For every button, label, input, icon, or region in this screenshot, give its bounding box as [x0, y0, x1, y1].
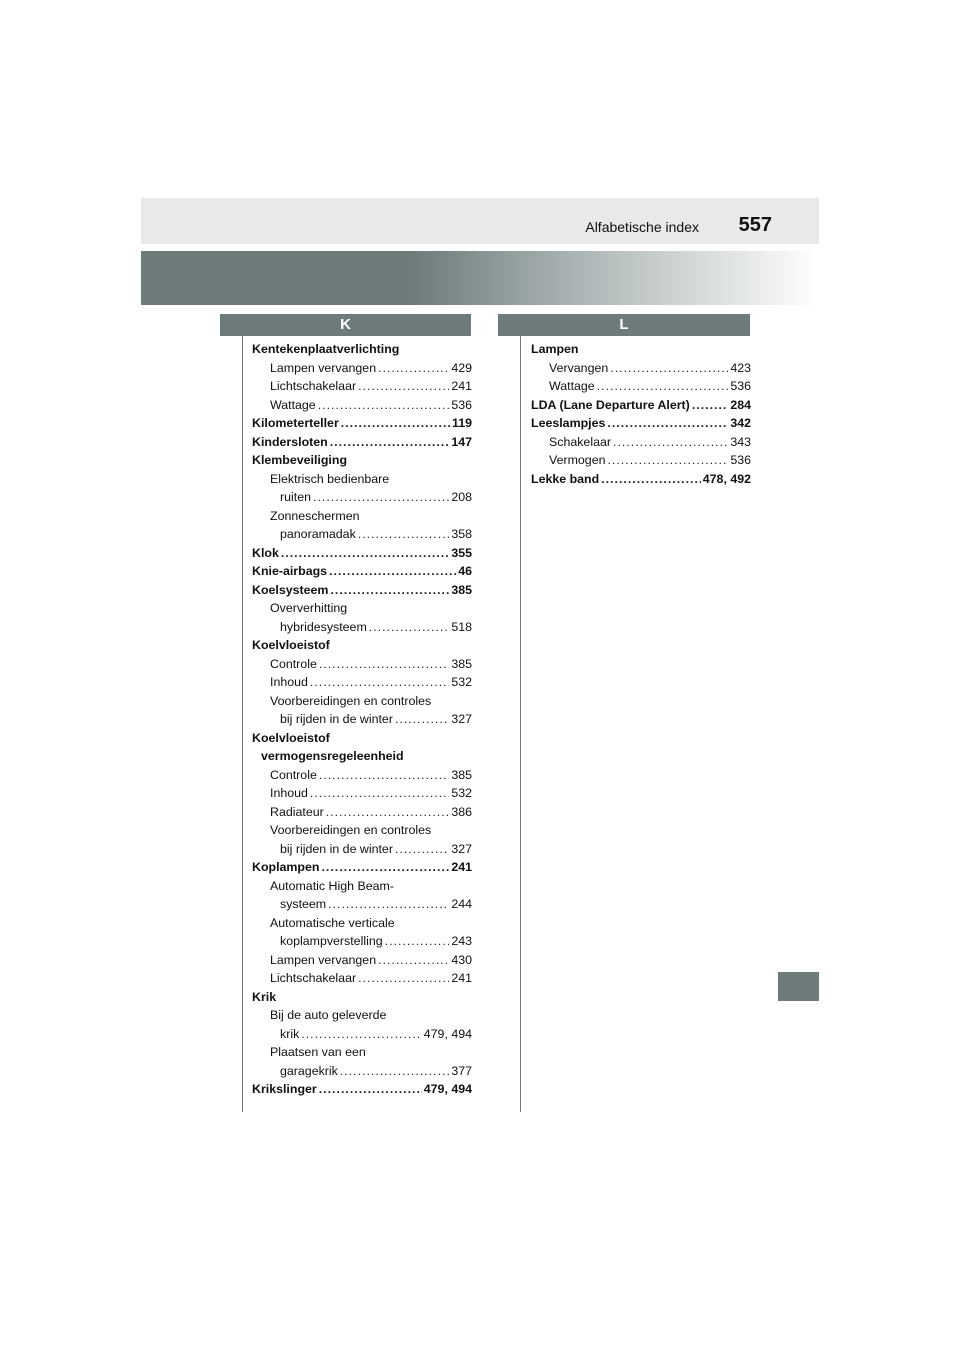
index-term: Knie-airbags — [252, 564, 328, 578]
page-reference: 342 — [730, 416, 751, 430]
column-rule-k — [242, 336, 243, 1112]
index-entry — [252, 470, 472, 489]
header-title: Alfabetische index — [585, 219, 699, 235]
index-term: koplampverstelling — [280, 934, 383, 948]
page-reference: 478, 492 — [702, 471, 751, 486]
index-term: Automatische verticale — [270, 915, 395, 930]
dot-leader — [319, 766, 449, 785]
index-term: Klok — [252, 545, 279, 560]
page-reference: 327 — [451, 712, 472, 726]
index-term: Automatic High Beam- — [270, 878, 394, 893]
page-reference: 385 — [451, 582, 472, 597]
index-term: Lampen — [531, 342, 579, 356]
page-reference: 147 — [451, 434, 472, 449]
index-entry — [252, 932, 472, 951]
index-entry — [252, 451, 472, 470]
index-entry — [252, 340, 472, 359]
dot-leader — [607, 451, 728, 470]
dot-leader — [395, 710, 449, 729]
index-term: Controle — [270, 656, 317, 671]
index-entry — [252, 803, 472, 822]
dot-leader — [597, 377, 729, 396]
index-term: Vervangen — [549, 360, 609, 375]
dot-leader — [601, 470, 701, 489]
index-term: bij rijden in de winter — [280, 841, 393, 856]
page-reference: 536 — [730, 379, 751, 393]
dot-leader — [329, 562, 456, 581]
index-term: Kindersloten — [252, 434, 328, 449]
index-term: vermogensregeleenheid — [261, 749, 404, 763]
page-reference: 343 — [730, 434, 751, 449]
page-reference: 119 — [452, 416, 472, 430]
dot-leader — [301, 1025, 421, 1044]
index-column-l — [531, 340, 751, 488]
index-entry — [252, 636, 472, 655]
page-reference: 532 — [451, 786, 472, 800]
index-entry — [252, 729, 472, 748]
header-gradient-band — [141, 251, 819, 305]
index-term: Klembeveiliging — [252, 453, 348, 467]
index-entry — [252, 377, 472, 396]
index-term: ruiten — [280, 490, 311, 504]
index-entry — [252, 766, 472, 785]
dot-leader — [607, 414, 728, 433]
index-entry — [252, 840, 472, 859]
dot-leader — [610, 359, 728, 378]
index-entry — [252, 951, 472, 970]
index-term: Inhoud — [270, 786, 308, 800]
dot-leader — [385, 932, 450, 951]
dot-leader — [613, 433, 728, 452]
page-reference: 518 — [451, 619, 472, 634]
index-entry — [252, 414, 472, 433]
dot-leader — [341, 414, 450, 433]
index-entry — [252, 673, 472, 692]
index-entry — [531, 414, 751, 433]
page-reference: 385 — [451, 767, 472, 782]
index-term: Koelvloeistof — [252, 730, 330, 745]
index-term: Plaatsen van een — [270, 1045, 366, 1059]
index-term: krik — [280, 1026, 300, 1041]
dot-leader — [326, 803, 450, 822]
index-term: Koplampen — [252, 860, 320, 874]
page-reference: 243 — [451, 934, 472, 948]
page-reference: 536 — [451, 397, 472, 412]
page-number: 557 — [738, 214, 772, 236]
dot-leader — [378, 359, 449, 378]
index-term: Voorbereidingen en controles — [270, 823, 432, 837]
dot-leader — [358, 969, 449, 988]
section-tab-marker — [778, 972, 819, 1001]
page-reference: 386 — [451, 804, 472, 819]
index-term: Bij de auto geleverde — [270, 1008, 387, 1022]
index-entry — [252, 1043, 472, 1062]
page-reference: 423 — [730, 360, 751, 375]
index-term: Lichtschakelaar — [270, 379, 357, 393]
index-entry — [252, 710, 472, 729]
index-entry — [252, 692, 472, 711]
index-term: Koelsysteem — [252, 582, 329, 597]
index-entry — [252, 359, 472, 378]
index-term: Lampen vervangen — [270, 952, 377, 967]
page-reference: 532 — [451, 675, 472, 689]
index-term: Voorbereidingen en controles — [270, 693, 432, 708]
page-reference: 355 — [451, 545, 472, 560]
index-entry — [252, 599, 472, 618]
index-entry — [252, 655, 472, 674]
index-entry — [252, 747, 472, 766]
dot-leader — [330, 433, 450, 452]
index-term: Kilometerteller — [252, 416, 339, 430]
index-term: Lekke band — [531, 471, 600, 486]
index-term: Schakelaar — [549, 434, 611, 449]
index-entry — [531, 396, 751, 415]
index-entry — [252, 969, 472, 988]
index-entry — [252, 1006, 472, 1025]
dot-leader — [318, 396, 450, 415]
page-reference: 430 — [451, 952, 472, 967]
page-header — [141, 198, 819, 244]
dot-leader — [692, 396, 729, 415]
index-term: Leeslampjes — [531, 416, 606, 430]
index-entry — [252, 396, 472, 415]
column-rule-l — [520, 336, 521, 1112]
index-entry — [252, 1062, 472, 1081]
dot-leader — [358, 377, 449, 396]
page-reference: 46 — [458, 564, 472, 578]
dot-leader — [378, 951, 449, 970]
letter-heading-l: L — [498, 314, 750, 336]
index-entry — [531, 433, 751, 452]
index-term: Wattage — [549, 379, 595, 393]
index-entry — [531, 470, 751, 489]
index-term: Vermogen — [549, 453, 606, 467]
dot-leader — [369, 618, 450, 637]
page-reference: 241 — [451, 971, 472, 985]
dot-leader — [340, 1062, 449, 1081]
index-term: Lichtschakelaar — [270, 971, 357, 985]
index-entry — [252, 525, 472, 544]
page-reference: 327 — [451, 841, 472, 856]
index-column-k — [252, 340, 472, 1099]
index-term: bij rijden in de winter — [280, 712, 393, 726]
dot-leader — [330, 581, 449, 600]
page-reference: 429 — [451, 360, 472, 375]
page-reference: 479, 494 — [423, 1026, 472, 1041]
dot-leader — [395, 840, 449, 859]
index-term: Oververhitting — [270, 601, 348, 615]
index-term: systeem — [280, 897, 327, 911]
index-term: hybridesysteem — [280, 619, 367, 634]
dot-leader — [328, 895, 449, 914]
index-entry — [531, 359, 751, 378]
page-reference: 479, 494 — [423, 1082, 472, 1096]
page-reference: 358 — [451, 527, 472, 541]
index-entry — [252, 858, 472, 877]
index-term: Controle — [270, 767, 317, 782]
dot-leader — [319, 1080, 422, 1099]
index-entry — [252, 895, 472, 914]
index-entry — [252, 821, 472, 840]
page-reference: 208 — [451, 490, 472, 504]
dot-leader — [281, 544, 449, 563]
dot-leader — [358, 525, 450, 544]
index-term: Zonneschermen — [270, 508, 360, 523]
index-entry — [252, 1025, 472, 1044]
index-entry — [531, 451, 751, 470]
index-entry — [252, 433, 472, 452]
index-entry — [252, 914, 472, 933]
dot-leader — [310, 784, 449, 803]
index-entry — [252, 507, 472, 526]
index-entry — [252, 544, 472, 563]
index-entry — [252, 784, 472, 803]
index-entry — [531, 377, 751, 396]
index-term: Radiateur — [270, 804, 324, 819]
index-entry — [252, 877, 472, 896]
index-entry — [252, 581, 472, 600]
page-reference: 241 — [451, 379, 472, 393]
letter-heading-k: K — [220, 314, 471, 336]
dot-leader — [319, 655, 449, 674]
page-reference: 385 — [451, 656, 472, 671]
page-reference: 377 — [451, 1063, 472, 1078]
index-term: Koelvloeistof — [252, 638, 330, 652]
index-term: Krikslinger — [252, 1082, 317, 1096]
index-term: Krik — [252, 989, 277, 1004]
index-term: Inhoud — [270, 675, 308, 689]
index-term: Lampen vervangen — [270, 360, 377, 375]
dot-leader — [313, 488, 449, 507]
page-reference: 241 — [451, 860, 472, 874]
index-term: panoramadak — [280, 527, 356, 541]
index-term: Elektrisch bedienbare — [270, 471, 390, 486]
page-reference: 536 — [730, 453, 751, 467]
index-entry — [252, 1080, 472, 1099]
dot-leader — [310, 673, 449, 692]
index-term: garagekrik — [280, 1063, 338, 1078]
index-term: LDA (Lane Departure Alert) — [531, 397, 690, 412]
index-term: Wattage — [270, 397, 316, 412]
index-entry — [252, 562, 472, 581]
index-entry — [252, 988, 472, 1007]
index-entry — [252, 618, 472, 637]
dot-leader — [321, 858, 449, 877]
index-entry — [252, 488, 472, 507]
page-reference: 284 — [730, 397, 751, 412]
index-term: Kentekenplaatverlichting — [252, 342, 400, 356]
index-entry — [531, 340, 751, 359]
page-reference: 244 — [451, 897, 472, 911]
